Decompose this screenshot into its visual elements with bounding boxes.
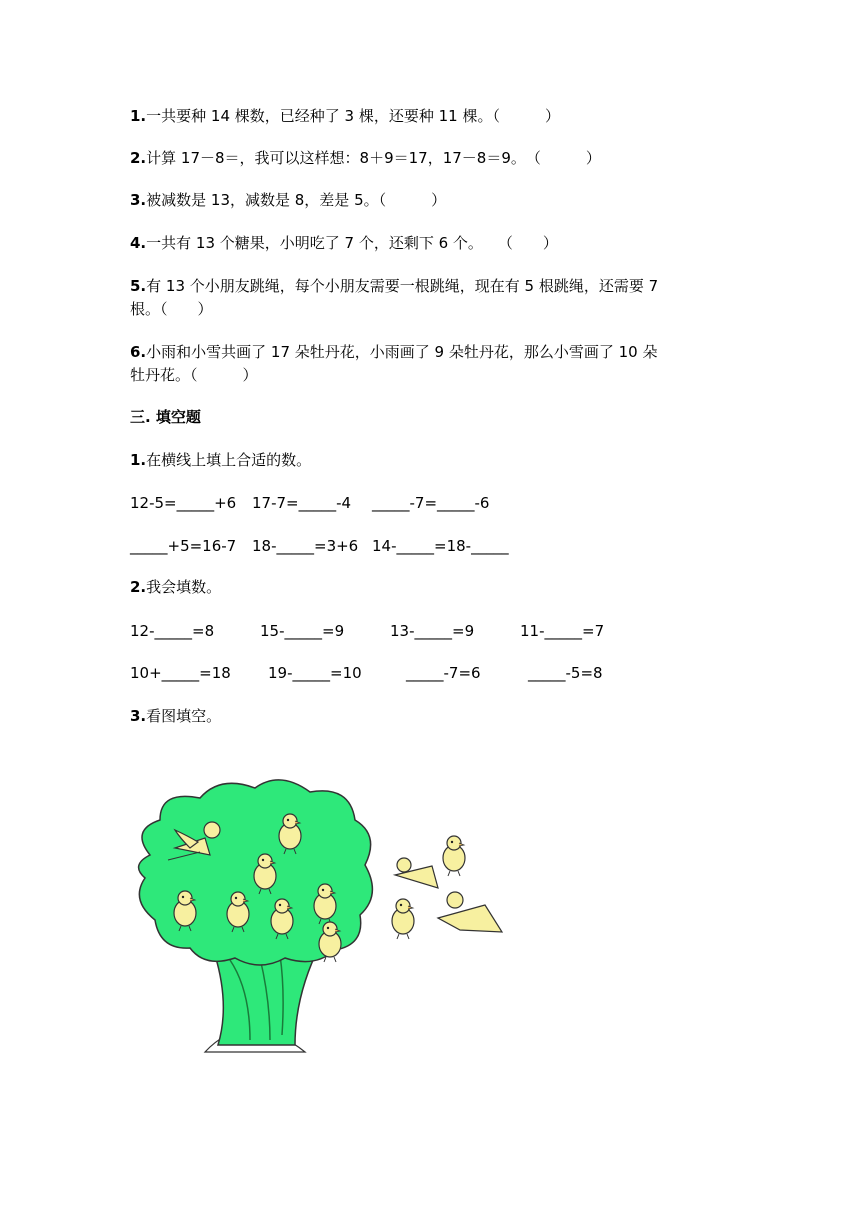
fill-q2-eq: _____-7=6	[406, 664, 481, 682]
fill-q1-eq: _____+5=16-7	[130, 537, 237, 555]
fill-q1: 1.在横线上填上合适的数。	[130, 451, 312, 469]
judge-q5-line2: 根。（ ）	[130, 300, 213, 318]
fill-q2-eq: 19-_____=10	[268, 664, 362, 682]
bird-icon	[392, 899, 414, 939]
judge-q1: 1.一共要种 14 棵数，已经种了 3 棵，还要种 11 棵。（ ）	[130, 107, 560, 125]
fill-q1-eq: 17-7=_____-4	[252, 494, 352, 512]
fill-q1-eq: 12-5=_____+6	[130, 494, 237, 512]
tree-birds-illustration	[120, 770, 520, 1060]
judge-q3: 3.被减数是 13，减数是 8，差是 5。（ ）	[130, 191, 447, 209]
judge-q6-line2: 牡丹花。（ ）	[130, 366, 258, 384]
fill-q2: 2.我会填数。	[130, 578, 222, 596]
fill-q2-eq: 12-_____=8	[130, 622, 215, 640]
fill-q1-eq: _____-7=_____-6	[372, 494, 490, 512]
fill-q2-eq: _____-5=8	[528, 664, 603, 682]
bird-icon	[438, 892, 502, 932]
fill-q1-eq: 18-_____=3+6	[252, 537, 359, 555]
fill-q2-eq: 11-_____=7	[520, 622, 605, 640]
judge-q6-line1: 6.小雨和小雪共画了 17 朵牡丹花，小雨画了 9 朵牡丹花，那么小雪画了 10 朵	[130, 343, 658, 361]
bird-icon	[443, 836, 465, 876]
fill-q2-eq: 15-_____=9	[260, 622, 345, 640]
judge-q2: 2.计算 17－8＝，我可以这样想：8＋9＝17，17－8＝9。 （ ）	[130, 149, 601, 167]
fill-q2-eq: 10+_____=18	[130, 664, 231, 682]
section-title: 三. 填空题	[130, 408, 201, 426]
fill-q2-eq: 13-_____=9	[390, 622, 475, 640]
judge-q4: 4.一共有 13 个糖果，小明吃了 7 个，还剩下 6 个。 （ ）	[130, 234, 558, 252]
bird-icon	[395, 858, 438, 888]
fill-q3: 3.看图填空。	[130, 707, 222, 725]
fill-q1-eq: 14-_____=18-_____	[372, 537, 509, 555]
judge-q5-line1: 5.有 13 个小朋友跳绳，每个小朋友需要一根跳绳，现在有 5 根跳绳，还需要 7	[130, 277, 659, 295]
